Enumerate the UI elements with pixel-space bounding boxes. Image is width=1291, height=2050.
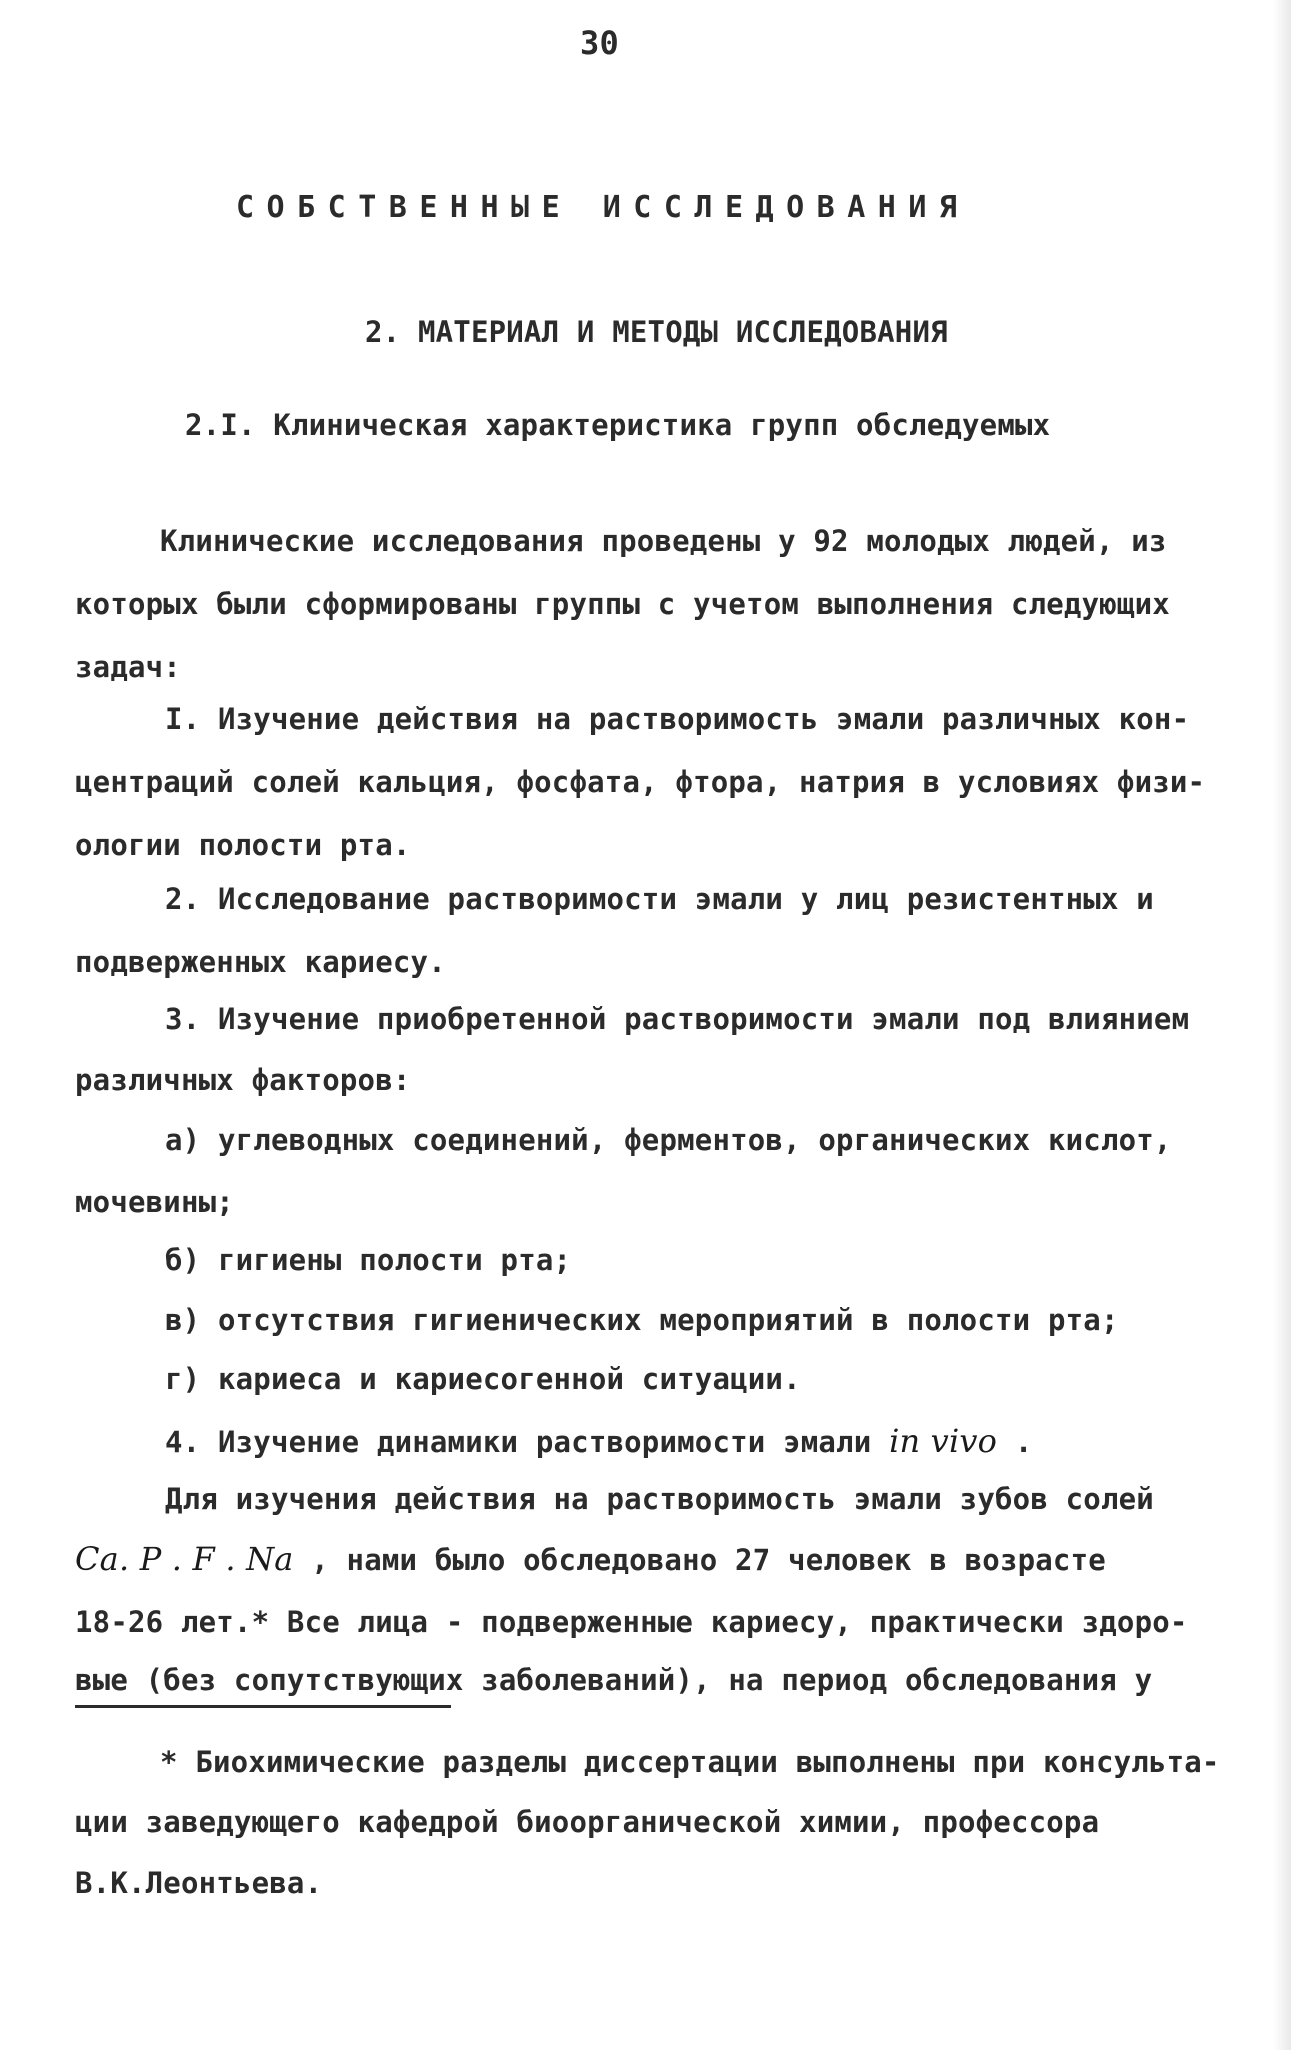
list-item bbox=[165, 1422, 1032, 1460]
body-line: задач: bbox=[75, 650, 181, 684]
list-item: в) отсутствия гигиенических мероприятий в полости рта; bbox=[165, 1303, 1119, 1337]
list-item: а) углеводных соединений, ферментов, органических кислот, bbox=[165, 1123, 1172, 1157]
body-line bbox=[75, 1540, 1106, 1578]
handwritten-in-vivo: in vivo bbox=[889, 1422, 998, 1460]
body-line: которых были сформированы группы с учетом выполнения следующих bbox=[75, 587, 1170, 621]
list-item: I. Изучение действия на растворимость эмали различных кон- bbox=[165, 702, 1190, 736]
list-item-text: 4. Изучение динамики растворимости эмали bbox=[165, 1425, 872, 1459]
handwritten-ions: Ca. P . F . Na bbox=[75, 1540, 294, 1578]
page-edge-shadow bbox=[1273, 0, 1291, 2050]
body-line: Для изучения действия на растворимость эмали зубов солей bbox=[165, 1482, 1154, 1516]
body-line: ологии полости рта. bbox=[75, 828, 411, 862]
body-line: различных факторов: bbox=[75, 1063, 411, 1097]
body-line-text: , нами было обследовано 27 человек в возрасте bbox=[311, 1543, 1106, 1577]
body-line: подверженных кариесу. bbox=[75, 945, 446, 979]
list-item-period: . bbox=[1014, 1425, 1033, 1459]
page-number: 30 bbox=[580, 24, 619, 62]
footnote-line: ции заведующего кафедрой биоорганической химии, профессора bbox=[75, 1805, 1100, 1839]
footnote-line: В.К.Леонтьева. bbox=[75, 1866, 323, 1900]
body-line: мочевины; bbox=[75, 1185, 234, 1219]
subsection-heading: 2.I. Клиническая характеристика групп обследуемых bbox=[185, 408, 1051, 442]
body-line: центраций солей кальция, фосфата, фтора, натрия в условиях физи- bbox=[75, 765, 1206, 799]
list-item: 3. Изучение приобретенной растворимости эмали под влиянием bbox=[165, 1002, 1190, 1036]
footnote-separator bbox=[75, 1705, 451, 1708]
body-line: 18-26 лет.* Все лица - подверженные кариесу, практически здоро- bbox=[75, 1605, 1188, 1639]
body-line: вые (без сопутствующих заболеваний), на период обследования у bbox=[75, 1663, 1153, 1697]
footnote-line: * Биохимические разделы диссертации выполнены при консульта- bbox=[160, 1745, 1220, 1779]
list-item: г) кариеса и кариесогенной ситуации. bbox=[165, 1362, 801, 1396]
body-line: Клинические исследования проведены у 92 молодых людей, из bbox=[160, 524, 1167, 558]
chapter-heading: 2. МАТЕРИАЛ И МЕТОДЫ ИССЛЕДОВАНИЯ bbox=[365, 315, 948, 349]
list-item: б) гигиены полости рта; bbox=[165, 1243, 572, 1277]
list-item: 2. Исследование растворимости эмали у лиц резистентных и bbox=[165, 882, 1154, 916]
section-title: СОБСТВЕННЫЕ ИССЛЕДОВАНИЯ bbox=[236, 190, 970, 225]
